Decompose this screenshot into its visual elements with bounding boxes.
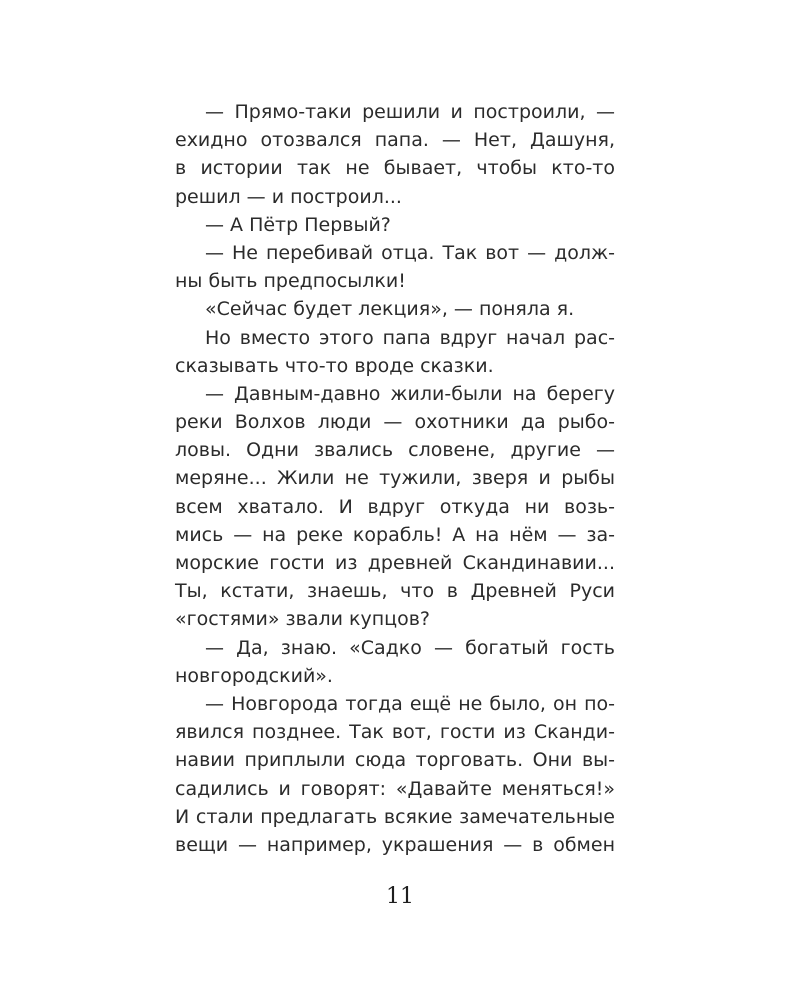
text-line: новгородский».	[175, 664, 333, 687]
text-line: сказывать что-то вроде сказки.	[175, 354, 494, 377]
page-number: 11	[386, 884, 414, 909]
text-line: всем хватало. И вдруг откуда ни возь-	[175, 495, 615, 518]
text-line: — Новгорода тогда ещё не было, он по-	[205, 692, 615, 715]
text-line: мись — на реке корабль! А на нём — за-	[175, 523, 615, 546]
text-line: «Сейчас будет лекция», — поняла я.	[205, 298, 575, 321]
text-line: ны быть предпосылки!	[175, 270, 406, 293]
text-line: меряне... Жили не тужили, зверя и рыбы	[175, 467, 615, 490]
text-line: — Давным-давно жили-были на берегу	[205, 382, 615, 405]
text-line: реки Волхов люди — охотники да рыбо-	[175, 411, 615, 434]
text-line: — Прямо-таки решили и построили, —	[205, 101, 615, 123]
text-line: — Не перебивай отца. Так вот — долж-	[205, 241, 615, 264]
text-line: явился позднее. Так вот, гости из Сканди-	[175, 721, 615, 744]
body-text	[175, 98, 615, 859]
text-line: вещи — например, украшения — в обмен	[175, 833, 615, 856]
text-line: И стали предлагать всякие замечательные	[175, 805, 615, 828]
text-line: садились и говорят: «Давайте меняться!»	[175, 777, 615, 800]
text-line: Но вместо этого папа вдруг начал рас-	[205, 326, 615, 349]
text-line: Ты, кстати, знаешь, что в Древней Руси	[175, 580, 615, 603]
text-line: — А Пётр Первый?	[205, 213, 391, 236]
text-line: — Да, знаю. «Садко — богатый гость	[205, 636, 615, 659]
text-line: ехидно отозвался папа. — Нет, Дашуня,	[175, 129, 615, 152]
text-line: морские гости из древней Скандинавии...	[175, 552, 615, 574]
text-line: «гостями» звали купцов?	[175, 608, 430, 631]
text-line: навии приплыли сюда торговать. Они вы-	[175, 749, 615, 772]
text-line: ловы. Одни звались словене, другие —	[175, 439, 615, 462]
text-line: в истории так не бывает, чтобы кто-то	[175, 157, 615, 180]
text-line: решил — и построил...	[175, 185, 402, 208]
